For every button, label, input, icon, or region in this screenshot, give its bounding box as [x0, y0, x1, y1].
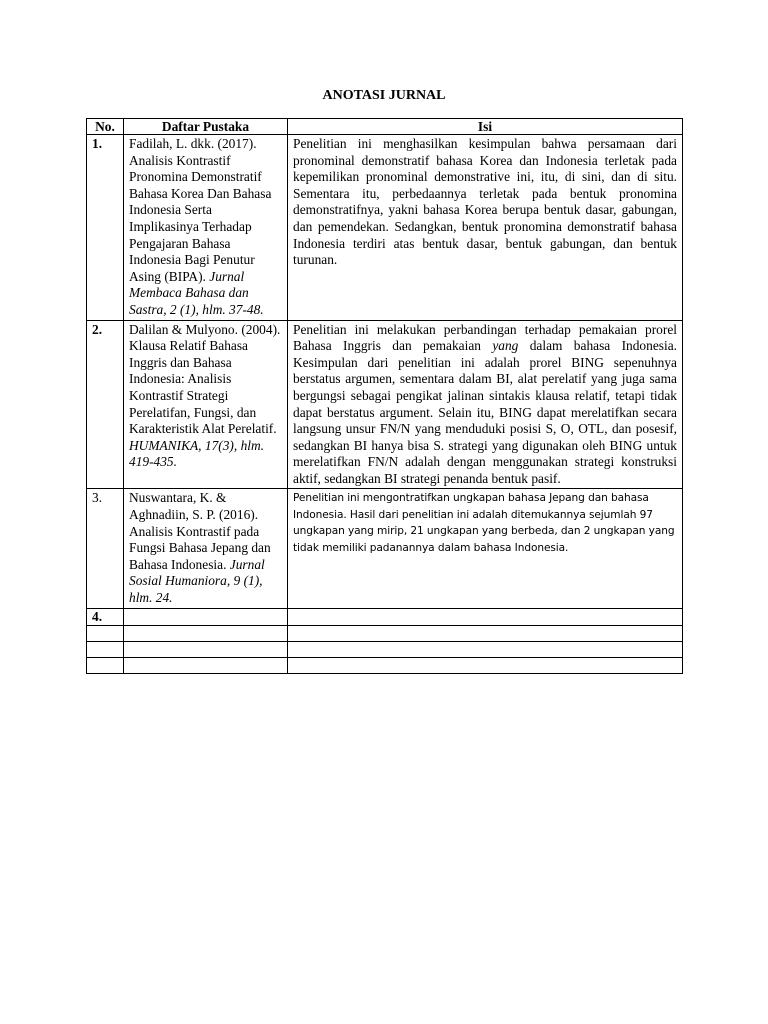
document-title: ANOTASI JURNAL — [322, 88, 446, 103]
annotation-text: Penelitian ini menghasilkan kesimpulan bahwa persamaan dari pronominal demonstratif bahasa Korea dan Indonesia terletak pada kepemilikan pronominal demonstrative ini, itu, di sini, dan di situ. Sementara itu, perbedaannya terletak pada bentuk pronomina demonstratifnya, yakni bahasa Korea berupa bentuk dasar, gabungan, dan pemendekan. Sedangkan, bentuk pronomina demonstratif bahasa Indonesia terdiri atas bentuk dasar, bentuk gabungan, dan bentuk turunan. — [288, 135, 683, 321]
header-no: No. — [87, 119, 124, 135]
annotation-text: Penelitian ini melakukan perbandingan terhadap pemakaian prorel Bahasa Inggris dan pemakaian — [293, 321, 677, 354]
empty-cell — [288, 642, 683, 658]
reference-cell — [124, 489, 288, 608]
table-header-row — [87, 119, 683, 135]
table-row-empty — [87, 626, 683, 642]
empty-cell — [288, 626, 683, 642]
table-row-empty — [87, 658, 683, 674]
empty-cell — [124, 626, 288, 642]
empty-cell — [87, 642, 124, 658]
table-row — [87, 608, 683, 626]
header-daftar-pustaka: Daftar Pustaka — [124, 119, 288, 135]
table-row-empty — [87, 642, 683, 658]
empty-cell — [288, 608, 683, 626]
reference-text: Nuswantara, K. & Aghnadiin, S. P. (2016). Analisis Kontrastif pada Fungsi Bahasa Jepang dan Bahasa Indonesia. — [129, 490, 271, 572]
row-number: 4. — [87, 608, 124, 626]
annotation-text: Penelitian ini mengontratifkan ungkapan bahasa Jepang dan bahasa Indonesia. Hasil dari penelitian ini adalah ditemukannya sejumlah 97 ungkapan yang mirip, 21 ungkapan yang berbeda, dan 2 ungkapan yang tidak memiliki padanannya dalam bahasa Indonesia. — [288, 489, 683, 608]
empty-cell — [87, 658, 124, 674]
reference-cell — [124, 135, 288, 321]
annotation-table — [86, 118, 683, 674]
reference-text: Dalilan & Mulyono. (2004). Klausa Relatif Bahasa Inggris dan Bahasa Indonesia: Analisis Kontrastif Strategi Perelatifan, Fungsi, dan Karakteristik Alat Perelatif. — [129, 321, 281, 437]
annotation-text: dalam bahasa Indonesia. Kesimpulan dari penelitian ini adalah prorel BING sepenuhnya berstatus argumen, sementara dalam BI, alat perelatif yang juga sama bergungsi sebagai pengikat jalinan sintakis klausa relatif, tetapi tidak dapat berstatus argument. Selain itu, BING dapat merelatifkan secara langsung unsur FN/N yang menduduki posisi S, O, OTL, dan posesif, sedangkan BI hanya bisa S. strategi yang digunakan oleh BING untuk merelatifkan FN/N adalah dengan menggunakan strategi konstruksi aktif, sedangkan BI strategi penanda bentuk pasif. — [293, 338, 677, 486]
empty-cell — [288, 658, 683, 674]
reference-text: Fadilah, L. dkk. (2017). Analisis Kontrastif Pronomina Demonstratif Bahasa Korea Dan Bahasa Indonesia Serta Implikasinya Terhadap Pengajaran Bahasa Indonesia Bagi Penutur Asing (BIPA). — [129, 136, 272, 284]
annotation-italic-term: yang — [492, 338, 519, 354]
journal-name: HUMANIKA, 17(3), hlm. 419-435. — [129, 437, 265, 470]
empty-cell — [87, 626, 124, 642]
row-number: 1. — [87, 135, 124, 321]
row-number: 2. — [87, 320, 124, 489]
row-number: 3. — [87, 489, 124, 608]
table-row — [87, 320, 683, 489]
reference-cell — [124, 320, 288, 489]
table-row — [87, 135, 683, 321]
header-isi: Isi — [288, 119, 683, 135]
table-row — [87, 489, 683, 608]
empty-cell — [124, 608, 288, 626]
empty-cell — [124, 642, 288, 658]
journal-name: Jurnal Membaca Bahasa dan Sastra, 2 (1), hlm. 37-48. — [129, 268, 264, 317]
annotation-cell — [288, 320, 683, 489]
empty-cell — [124, 658, 288, 674]
journal-name: Jurnal Sosial Humaniora, 9 (1), hlm. 24. — [129, 556, 265, 606]
